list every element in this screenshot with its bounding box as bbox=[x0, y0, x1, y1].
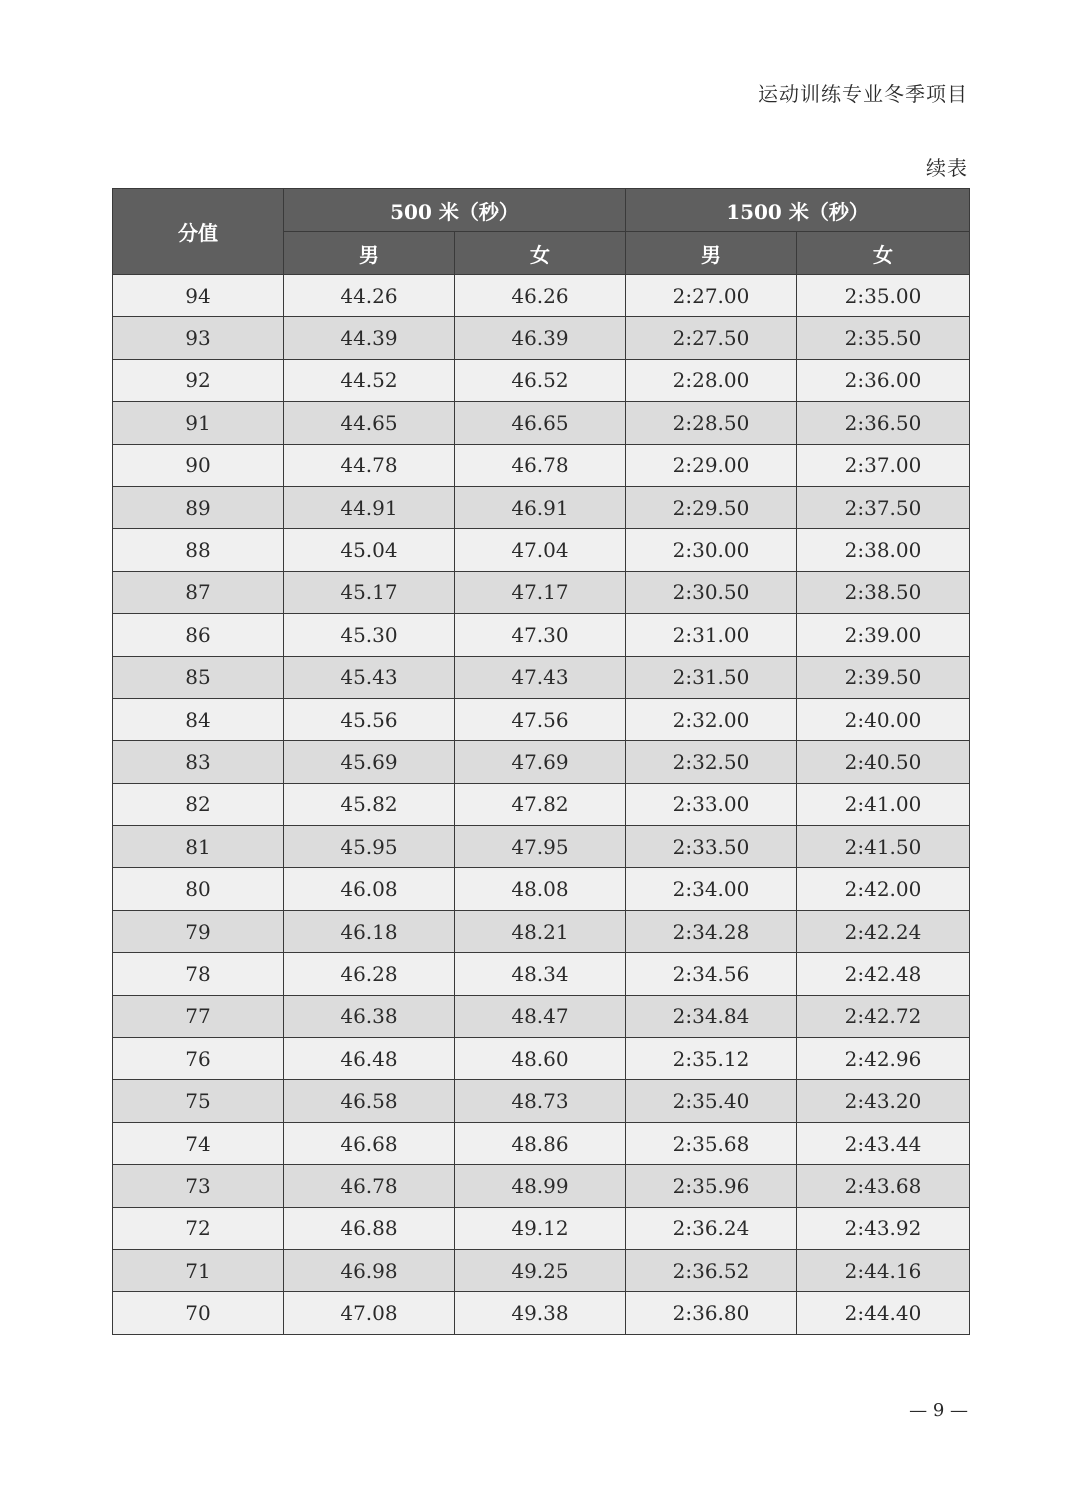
time-1500m-female-cell: 2:40.50 bbox=[797, 741, 970, 783]
score-cell: 75 bbox=[113, 1080, 284, 1122]
score-cell: 83 bbox=[113, 741, 284, 783]
table-row bbox=[113, 1122, 970, 1164]
time-500m-female-cell: 48.34 bbox=[455, 953, 626, 995]
score-cell: 85 bbox=[113, 656, 284, 698]
page-number: — 9 — bbox=[909, 1400, 968, 1421]
table-row bbox=[113, 359, 970, 401]
table-row bbox=[113, 698, 970, 740]
time-1500m-male-cell: 2:27.00 bbox=[626, 275, 797, 317]
time-1500m-female-cell: 2:36.50 bbox=[797, 402, 970, 444]
time-1500m-female-cell: 2:39.50 bbox=[797, 656, 970, 698]
time-500m-female-cell: 46.26 bbox=[455, 275, 626, 317]
sub-header-500m-male: 男 bbox=[284, 232, 455, 275]
time-500m-female-cell: 46.91 bbox=[455, 486, 626, 528]
time-500m-female-cell: 47.95 bbox=[455, 826, 626, 868]
time-1500m-male-cell: 2:29.50 bbox=[626, 486, 797, 528]
time-500m-male-cell: 46.88 bbox=[284, 1207, 455, 1249]
score-cell: 80 bbox=[113, 868, 284, 910]
time-1500m-female-cell: 2:42.72 bbox=[797, 995, 970, 1037]
score-cell: 92 bbox=[113, 359, 284, 401]
score-cell: 86 bbox=[113, 614, 284, 656]
time-500m-female-cell: 46.78 bbox=[455, 444, 626, 486]
table-row bbox=[113, 826, 970, 868]
time-500m-male-cell: 45.04 bbox=[284, 529, 455, 571]
time-1500m-female-cell: 2:43.68 bbox=[797, 1165, 970, 1207]
score-cell: 70 bbox=[113, 1292, 284, 1334]
time-1500m-female-cell: 2:35.50 bbox=[797, 317, 970, 359]
time-500m-male-cell: 46.18 bbox=[284, 910, 455, 952]
table-row bbox=[113, 571, 970, 613]
table-row bbox=[113, 1080, 970, 1122]
time-500m-male-cell: 46.78 bbox=[284, 1165, 455, 1207]
table-row bbox=[113, 1249, 970, 1291]
time-500m-male-cell: 45.95 bbox=[284, 826, 455, 868]
time-1500m-male-cell: 2:32.00 bbox=[626, 698, 797, 740]
table-row bbox=[113, 275, 970, 317]
time-1500m-female-cell: 2:38.50 bbox=[797, 571, 970, 613]
score-column-header: 分值 bbox=[113, 189, 284, 275]
time-1500m-female-cell: 2:42.00 bbox=[797, 868, 970, 910]
score-cell: 89 bbox=[113, 486, 284, 528]
time-1500m-male-cell: 2:35.96 bbox=[626, 1165, 797, 1207]
score-cell: 76 bbox=[113, 1038, 284, 1080]
score-cell: 79 bbox=[113, 910, 284, 952]
time-500m-female-cell: 49.12 bbox=[455, 1207, 626, 1249]
time-1500m-male-cell: 2:30.50 bbox=[626, 571, 797, 613]
time-500m-female-cell: 49.38 bbox=[455, 1292, 626, 1334]
time-500m-male-cell: 46.48 bbox=[284, 1038, 455, 1080]
time-500m-female-cell: 46.65 bbox=[455, 402, 626, 444]
time-1500m-female-cell: 2:42.24 bbox=[797, 910, 970, 952]
score-cell: 77 bbox=[113, 995, 284, 1037]
table-row bbox=[113, 529, 970, 571]
time-1500m-male-cell: 2:31.50 bbox=[626, 656, 797, 698]
time-1500m-male-cell: 2:28.50 bbox=[626, 402, 797, 444]
score-cell: 82 bbox=[113, 783, 284, 825]
time-500m-male-cell: 46.08 bbox=[284, 868, 455, 910]
time-1500m-male-cell: 2:36.80 bbox=[626, 1292, 797, 1334]
time-500m-male-cell: 44.91 bbox=[284, 486, 455, 528]
score-cell: 72 bbox=[113, 1207, 284, 1249]
time-1500m-male-cell: 2:28.00 bbox=[626, 359, 797, 401]
table-row bbox=[113, 444, 970, 486]
time-1500m-male-cell: 2:34.00 bbox=[626, 868, 797, 910]
time-500m-female-cell: 48.73 bbox=[455, 1080, 626, 1122]
time-500m-female-cell: 47.43 bbox=[455, 656, 626, 698]
time-1500m-female-cell: 2:41.50 bbox=[797, 826, 970, 868]
table-row bbox=[113, 910, 970, 952]
time-1500m-female-cell: 2:44.16 bbox=[797, 1249, 970, 1291]
score-cell: 91 bbox=[113, 402, 284, 444]
time-1500m-male-cell: 2:36.52 bbox=[626, 1249, 797, 1291]
table-row bbox=[113, 1038, 970, 1080]
time-500m-male-cell: 44.65 bbox=[284, 402, 455, 444]
table-row bbox=[113, 486, 970, 528]
time-500m-female-cell: 48.60 bbox=[455, 1038, 626, 1080]
time-1500m-male-cell: 2:33.50 bbox=[626, 826, 797, 868]
table-row bbox=[113, 614, 970, 656]
time-500m-male-cell: 44.39 bbox=[284, 317, 455, 359]
table-row bbox=[113, 741, 970, 783]
time-1500m-male-cell: 2:34.84 bbox=[626, 995, 797, 1037]
table-row bbox=[113, 868, 970, 910]
time-1500m-male-cell: 2:36.24 bbox=[626, 1207, 797, 1249]
time-500m-female-cell: 48.08 bbox=[455, 868, 626, 910]
group-header-500m: 500 米（秒） bbox=[284, 189, 626, 232]
table-row bbox=[113, 1165, 970, 1207]
time-500m-female-cell: 47.17 bbox=[455, 571, 626, 613]
time-500m-female-cell: 49.25 bbox=[455, 1249, 626, 1291]
sub-header-500m-female: 女 bbox=[455, 232, 626, 275]
time-500m-male-cell: 47.08 bbox=[284, 1292, 455, 1334]
time-500m-male-cell: 45.30 bbox=[284, 614, 455, 656]
time-500m-male-cell: 45.43 bbox=[284, 656, 455, 698]
score-cell: 90 bbox=[113, 444, 284, 486]
continued-label: 续表 bbox=[926, 156, 968, 180]
time-1500m-male-cell: 2:32.50 bbox=[626, 741, 797, 783]
table-row bbox=[113, 995, 970, 1037]
group-header-1500m: 1500 米（秒） bbox=[626, 189, 970, 232]
time-500m-female-cell: 46.39 bbox=[455, 317, 626, 359]
running-header: 运动训练专业冬季项目 bbox=[758, 82, 968, 106]
time-1500m-female-cell: 2:36.00 bbox=[797, 359, 970, 401]
score-cell: 94 bbox=[113, 275, 284, 317]
time-1500m-female-cell: 2:39.00 bbox=[797, 614, 970, 656]
time-1500m-female-cell: 2:43.20 bbox=[797, 1080, 970, 1122]
time-500m-female-cell: 47.04 bbox=[455, 529, 626, 571]
time-1500m-female-cell: 2:41.00 bbox=[797, 783, 970, 825]
time-1500m-female-cell: 2:43.92 bbox=[797, 1207, 970, 1249]
score-cell: 84 bbox=[113, 698, 284, 740]
time-500m-male-cell: 44.78 bbox=[284, 444, 455, 486]
time-1500m-female-cell: 2:43.44 bbox=[797, 1122, 970, 1164]
time-1500m-female-cell: 2:40.00 bbox=[797, 698, 970, 740]
time-500m-female-cell: 46.52 bbox=[455, 359, 626, 401]
time-1500m-female-cell: 2:42.96 bbox=[797, 1038, 970, 1080]
time-500m-male-cell: 46.58 bbox=[284, 1080, 455, 1122]
table-row bbox=[113, 317, 970, 359]
table-row bbox=[113, 783, 970, 825]
time-500m-male-cell: 45.82 bbox=[284, 783, 455, 825]
time-1500m-female-cell: 2:38.00 bbox=[797, 529, 970, 571]
time-500m-female-cell: 47.82 bbox=[455, 783, 626, 825]
score-cell: 71 bbox=[113, 1249, 284, 1291]
score-cell: 93 bbox=[113, 317, 284, 359]
score-cell: 73 bbox=[113, 1165, 284, 1207]
table-body bbox=[113, 275, 970, 1335]
table-row bbox=[113, 656, 970, 698]
time-500m-male-cell: 46.98 bbox=[284, 1249, 455, 1291]
time-1500m-female-cell: 2:42.48 bbox=[797, 953, 970, 995]
time-500m-male-cell: 46.68 bbox=[284, 1122, 455, 1164]
time-1500m-male-cell: 2:31.00 bbox=[626, 614, 797, 656]
score-cell: 87 bbox=[113, 571, 284, 613]
time-1500m-female-cell: 2:44.40 bbox=[797, 1292, 970, 1334]
time-1500m-female-cell: 2:37.50 bbox=[797, 486, 970, 528]
time-500m-male-cell: 45.56 bbox=[284, 698, 455, 740]
time-1500m-male-cell: 2:35.68 bbox=[626, 1122, 797, 1164]
table-row bbox=[113, 1292, 970, 1334]
time-500m-female-cell: 47.56 bbox=[455, 698, 626, 740]
time-1500m-female-cell: 2:37.00 bbox=[797, 444, 970, 486]
time-500m-female-cell: 48.86 bbox=[455, 1122, 626, 1164]
time-1500m-male-cell: 2:35.12 bbox=[626, 1038, 797, 1080]
sub-header-1500m-female: 女 bbox=[797, 232, 970, 275]
time-1500m-male-cell: 2:34.28 bbox=[626, 910, 797, 952]
time-500m-female-cell: 47.30 bbox=[455, 614, 626, 656]
score-cell: 78 bbox=[113, 953, 284, 995]
score-cell: 81 bbox=[113, 826, 284, 868]
score-cell: 74 bbox=[113, 1122, 284, 1164]
sub-header-1500m-male: 男 bbox=[626, 232, 797, 275]
time-500m-male-cell: 46.28 bbox=[284, 953, 455, 995]
score-table bbox=[112, 188, 970, 1335]
time-1500m-male-cell: 2:33.00 bbox=[626, 783, 797, 825]
time-500m-female-cell: 48.47 bbox=[455, 995, 626, 1037]
time-1500m-male-cell: 2:27.50 bbox=[626, 317, 797, 359]
time-500m-male-cell: 45.69 bbox=[284, 741, 455, 783]
time-500m-female-cell: 48.21 bbox=[455, 910, 626, 952]
time-500m-male-cell: 44.52 bbox=[284, 359, 455, 401]
time-500m-female-cell: 48.99 bbox=[455, 1165, 626, 1207]
table-row bbox=[113, 953, 970, 995]
table-row bbox=[113, 402, 970, 444]
time-1500m-male-cell: 2:30.00 bbox=[626, 529, 797, 571]
time-500m-female-cell: 47.69 bbox=[455, 741, 626, 783]
score-cell: 88 bbox=[113, 529, 284, 571]
table-row bbox=[113, 1207, 970, 1249]
time-500m-male-cell: 45.17 bbox=[284, 571, 455, 613]
time-500m-male-cell: 46.38 bbox=[284, 995, 455, 1037]
time-1500m-female-cell: 2:35.00 bbox=[797, 275, 970, 317]
time-500m-male-cell: 44.26 bbox=[284, 275, 455, 317]
time-1500m-male-cell: 2:29.00 bbox=[626, 444, 797, 486]
time-1500m-male-cell: 2:34.56 bbox=[626, 953, 797, 995]
time-1500m-male-cell: 2:35.40 bbox=[626, 1080, 797, 1122]
